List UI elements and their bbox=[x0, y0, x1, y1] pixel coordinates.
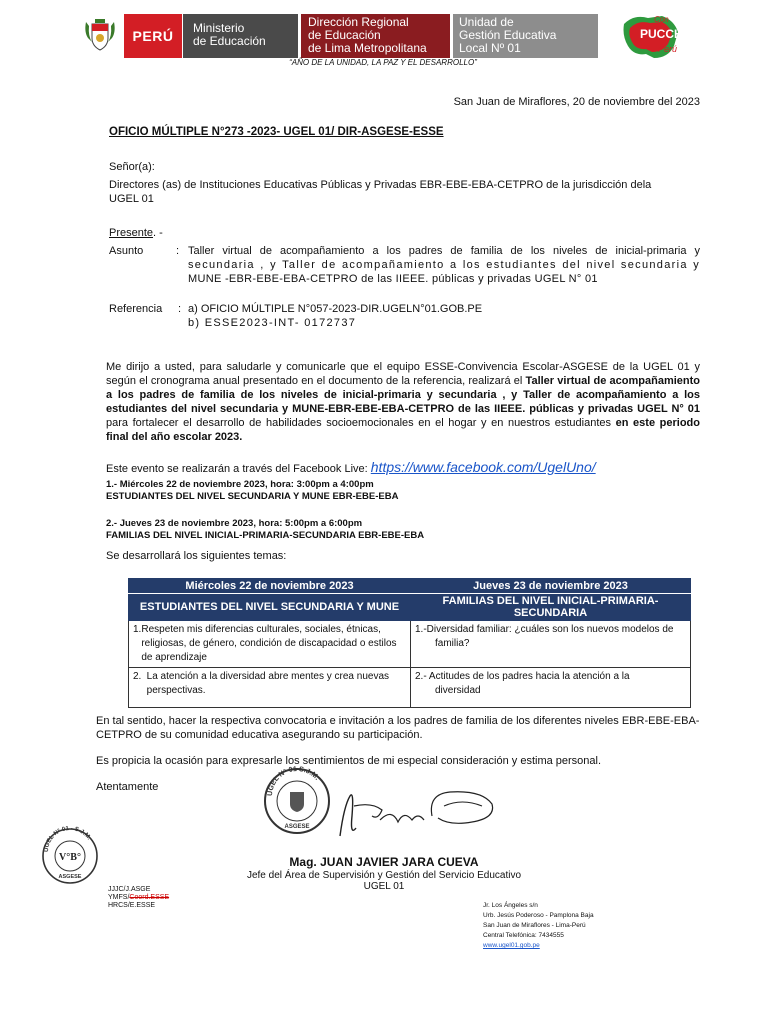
svg-text:UGEL N° 01 S.J.M.: UGEL N° 01 S.J.M. bbox=[266, 766, 321, 797]
tabla-col1-publico: ESTUDIANTES DEL NIVEL SECUNDARIA Y MUNE bbox=[129, 594, 411, 621]
presente: Presente. - bbox=[109, 227, 163, 239]
referencia-sep: : bbox=[178, 303, 182, 315]
ugel-label: Unidad de Gestión Educativa Local Nº 01 bbox=[450, 14, 598, 58]
destinatarios: Directores (as) de Instituciones Educativas Públicas y Privadas EBR-EBE-EBA-CETPRO de la jurisdicción dela UGEL 01 bbox=[109, 179, 652, 205]
svg-text:Con: Con bbox=[654, 15, 669, 24]
table-row bbox=[129, 621, 691, 668]
parrafo-convocatoria: En tal sentido, hacer la respectiva convocatoria e invitación a los padres de familia de los diferentes niveles EBR-EBE-EBA-CETPRO de su comunidad educativa asegurando su participación. bbox=[96, 715, 700, 741]
temas-intro: Se desarrollará los siguientes temas: bbox=[106, 550, 287, 562]
tabla-temas bbox=[128, 578, 691, 708]
dre-label: Dirección Regional de Educación de Lima Metropolitana bbox=[298, 14, 450, 58]
firmante-cargo: Jefe del Área de Supervisión y Gestión del Servicio Educativo UGEL 01 bbox=[246, 870, 522, 892]
svg-text:ASGESE: ASGESE bbox=[58, 874, 82, 880]
table-cell: 2.- Actitudes de los padres hacia la atención a la diversidad bbox=[411, 668, 691, 708]
referencia-b: b) ESSE2023-INT- 0172737 bbox=[188, 317, 357, 329]
table-row bbox=[129, 668, 691, 708]
con-pucche-peru-logo bbox=[618, 10, 698, 62]
datos-contacto: Jr. Los Ángeles s/n Urb. Jesús Poderoso - Pamplona Baja San Juan de Miraflores - Lima-Perú Central Telefónica: 7434555 www.ugel01.gob.pe bbox=[483, 902, 594, 949]
header-banner bbox=[76, 14, 606, 58]
tabla-col2-publico: FAMILIAS DEL NIVEL INICIAL-PRIMARIA-SECUNDARIA bbox=[411, 594, 691, 621]
oficio-numero: OFICIO MÚLTIPLE N°273 -2023- UGEL 01/ DIR-ASGESE-ESSE bbox=[109, 126, 444, 138]
evento-facebook: Este evento se realizarán a través del Facebook Live: https://www.facebook.com/UgelUno/ bbox=[106, 459, 596, 475]
table-cell: 1.-Diversidad familiar: ¿cuáles son los nuevos modelos de familia? bbox=[411, 621, 691, 668]
sello-ugel-asgese bbox=[262, 766, 332, 836]
firma-manuscrita bbox=[332, 776, 502, 846]
senor-label: Señor(a): bbox=[109, 161, 155, 173]
iniciales-redaccion: JJJC/J.ASGE YMFS/Coord.ESSE HRCS/E.ESSE bbox=[108, 886, 170, 909]
asunto-sep: : bbox=[176, 245, 180, 257]
svg-text:PUCCHE: PUCCHE bbox=[640, 27, 691, 41]
svg-text:ASGESE: ASGESE bbox=[284, 824, 310, 830]
sesion-1: 1.- Miércoles 22 de noviembre 2023, hora: 3:00pm a 4:00pm ESTUDIANTES DEL NIVEL SECUNDARIA Y MUNE EBR-EBE-EBA bbox=[106, 479, 399, 502]
atentamente: Atentamente bbox=[96, 781, 159, 793]
sesion-2: 2.- Jueves 23 de noviembre 2023, hora: 5:00pm a 6:00pm FAMILIAS DEL NIVEL INICIAL-PRIMARIA-SECUNDARIA EBR-EBE-EBA bbox=[106, 518, 425, 541]
svg-text:UGEL N° 01 - S.J.M.: UGEL N° 01 - S.J.M. bbox=[43, 826, 92, 853]
peru-label: PERÚ bbox=[124, 14, 182, 58]
firmante-nombre: Mag. JUAN JAVIER JARA CUEVA bbox=[289, 855, 479, 869]
fecha: San Juan de Miraflores, 20 de noviembre del 2023 bbox=[453, 96, 700, 108]
svg-text:V°B°: V°B° bbox=[59, 852, 81, 863]
parrafo-despedida: Es propicia la ocasión para expresarle los sentimientos de mi especial consideración y estima personal. bbox=[96, 755, 602, 767]
table-cell: 2. La atención a la diversidad abre mentes y crea nuevas perspectivas. bbox=[129, 668, 411, 708]
parrafo-principal: Me dirijo a usted, para saludarle y comunicarle que el equipo ESSE-Convivencia Escolar-ASGESE de la UGEL 01 y según el cronograma anual presentado en el documento de la referencia, realizará el Taller virtual de acompañamiento a los padres de familia de los niveles de inicial-primaria y secundaria , y Taller de acompañamiento a los estudiantes del nivel secundaria y MUNE-EBR-EBE-EBA-CETPRO de las IIEEE. públicas y privadas UGEL N° 01 para fortalecer el desarrollo de habilidades socioemocionales en el hogar y en nuestros estudiantes en este periodo final del año escolar 2023. bbox=[106, 361, 700, 443]
facebook-link[interactable]: https://www.facebook.com/UgelUno/ bbox=[370, 459, 596, 475]
tabla-col2-dia: Jueves 23 de noviembre 2023 bbox=[411, 579, 691, 594]
referencia-label: Referencia bbox=[109, 303, 163, 315]
ministerio-label: Ministerio de Educación bbox=[182, 14, 298, 58]
tabla-col1-dia: Miércoles 22 de noviembre 2023 bbox=[129, 579, 411, 594]
table-cell: 1. Respeten mis diferencias culturales, sociales, étnicas, religiosas, de género, condición de discapacidad o estilos de aprendizaje bbox=[129, 621, 411, 668]
escudo-nacional-icon bbox=[76, 14, 124, 58]
lema-anio: “AÑO DE LA UNIDAD, LA PAZ Y EL DESARROLLO” bbox=[289, 58, 477, 67]
web-link[interactable]: www.ugel01.gob.pe bbox=[483, 942, 540, 949]
asunto-label: Asunto bbox=[109, 245, 144, 257]
svg-text:Perú: Perú bbox=[658, 44, 678, 54]
asunto-text: Taller virtual de acompañamiento a los padres de familia de los niveles de inicial-primaria y secundaria , y Taller de acompañamiento a los estudiantes del nivel secundaria y MUNE -EBR-EBE-EBA-CETPRO de las IIEEE. públicas y privadas UGEL N° 01 bbox=[188, 245, 700, 285]
referencia-a: a) OFICIO MÚLTIPLE N°057-2023-DIR.UGELN°01.GOB.PE bbox=[188, 303, 483, 315]
